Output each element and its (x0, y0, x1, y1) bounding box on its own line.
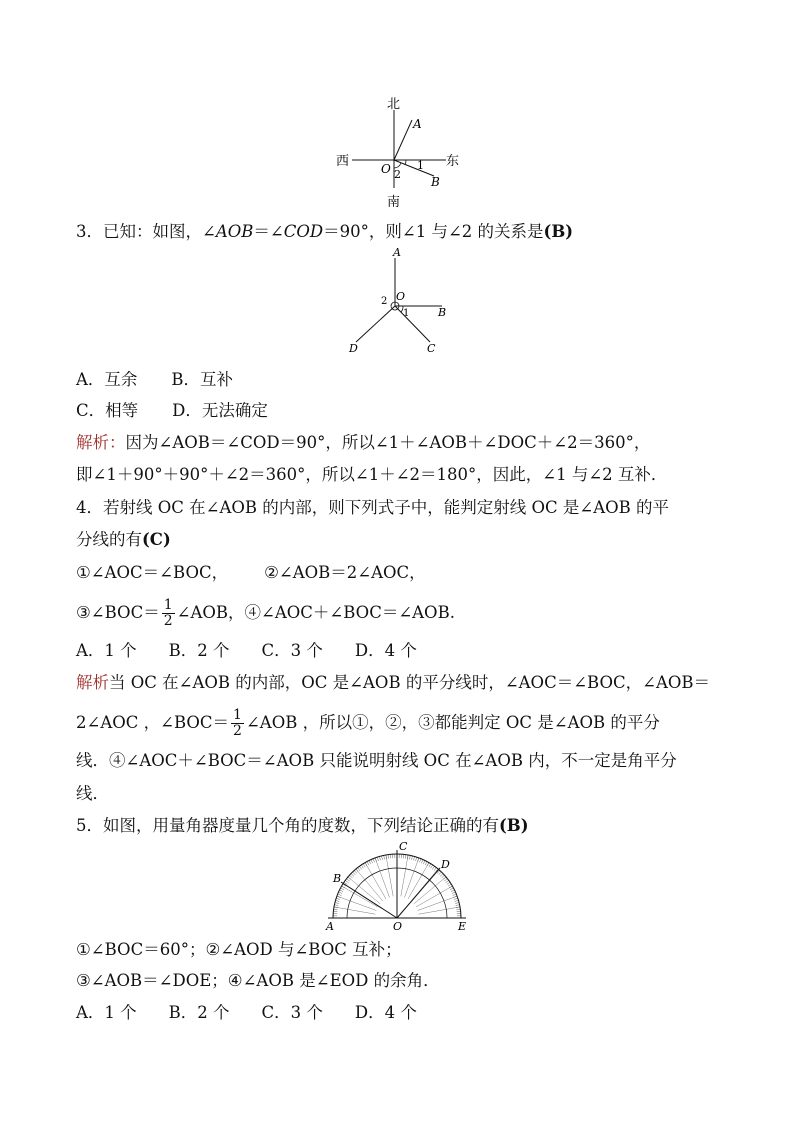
protractor-minor-tick (356, 869, 359, 872)
q4-options (76, 640, 417, 662)
protractor-minor-tick (339, 890, 343, 892)
protractor-minor-tick (384, 855, 385, 859)
q4-stem-text2: 分线的有 (76, 530, 142, 549)
q3-analysis-line1 (76, 432, 650, 454)
q4-item3-suffix: ∠AOB，④∠AOC＋∠BOC＝∠AOB. (176, 603, 455, 622)
q3-stem (76, 221, 573, 243)
protractor-minor-tick (446, 880, 449, 882)
q5-options (76, 1002, 417, 1024)
protractor-minor-tick (339, 892, 343, 894)
q5-items-row2 (76, 970, 440, 992)
protractor-minor-tick (453, 894, 457, 895)
label-a: A (393, 246, 401, 259)
q4-item2: ②∠AOB＝2∠AOC， (264, 563, 426, 582)
q4-option-d: D．4 个 (354, 641, 417, 660)
q3-option-c: C．相等 (76, 401, 139, 420)
q3-analysis-label: 解析： (76, 433, 126, 452)
protractor-minor-tick (369, 860, 371, 864)
q5-option-c: C．3 个 (261, 1003, 323, 1022)
ray-oc (395, 306, 430, 342)
fraction-denominator: 2 (233, 723, 242, 739)
protractor-minor-tick (359, 866, 361, 869)
protractor-minor-tick (354, 870, 357, 873)
q3-stem-aob: AOB (215, 222, 254, 241)
compass-figure (330, 96, 470, 212)
protractor-minor-tick (421, 860, 423, 864)
q5-item1: ①∠BOC＝60°；②∠AOD 与∠BOC 互补； (76, 940, 402, 959)
fraction-denominator: 2 (163, 613, 173, 629)
label-o: O (381, 162, 391, 176)
label-south: 南 (387, 195, 401, 210)
protractor-minor-tick (455, 903, 459, 904)
q4-items-row1 (76, 562, 426, 584)
protractor-minor-tick (379, 856, 380, 860)
protractor-minor-tick (452, 892, 456, 894)
protractor-minor-tick (425, 861, 427, 865)
q3-answer: (B) (543, 222, 574, 241)
q5-stem-text: 5．如图，用量角器度量几个角的度数，下列结论正确的有 (76, 816, 499, 835)
q3-stem-tail: ＝90°，则∠1 与∠2 的关系是 (323, 222, 544, 241)
protractor-minor-tick (456, 909, 460, 910)
q4-fraction (162, 598, 175, 629)
q4-option-a: A．1 个 (76, 641, 137, 660)
q3-analysis-text1: 因为∠AOB＝∠COD＝90°，所以∠1＋∠AOB＋∠DOC＋∠2＝360°， (125, 433, 651, 452)
protractor-minor-tick (353, 872, 356, 875)
fraction-numerator: 1 (163, 597, 173, 613)
protractor-minor-tick (449, 886, 452, 888)
q4-analysis-line3 (76, 750, 677, 772)
protractor-minor-tick (444, 879, 447, 881)
protractor-minor-tick (431, 865, 433, 868)
q3-stem-mid: ＝∠ (253, 222, 284, 241)
protractor-minor-tick (340, 888, 344, 890)
label-a: A (326, 920, 334, 932)
q3-option-d: D．无法确定 (172, 401, 268, 420)
q4-items-row2 (76, 598, 455, 629)
label-o: O (396, 290, 406, 303)
label-b: B (431, 175, 440, 189)
protractor-minor-tick (456, 905, 460, 906)
q3-options-row1 (76, 369, 233, 391)
protractor-minor-tick (335, 903, 339, 904)
q5-answer: (B) (499, 816, 529, 835)
label-angle-2: 2 (381, 296, 388, 307)
protractor-minor-tick (348, 877, 351, 880)
protractor-minor-tick (442, 875, 445, 878)
q3-option-a: A．互余 (76, 370, 138, 389)
q5-item2: ③∠AOB＝∠DOE；④∠AOB 是∠EOD 的余角． (76, 971, 440, 990)
label-b: B (333, 872, 342, 885)
q3-stem-cod: COD (283, 222, 324, 241)
protractor-minor-tick (345, 880, 348, 882)
ray-ob (341, 882, 397, 918)
protractor-minor-tick (361, 865, 363, 868)
protractor-minor-tick (337, 896, 341, 897)
protractor-minor-tick (423, 860, 425, 864)
q4-item1: ①∠AOC＝∠BOC， (76, 563, 229, 582)
q4-answer: (C) (142, 530, 171, 549)
q3-stem-prefix: 3．已知：如图，∠ (76, 222, 216, 241)
protractor-minor-tick (427, 863, 429, 866)
q4-stem-line1 (76, 497, 669, 519)
protractor-minor-tick (455, 900, 459, 901)
protractor-minor-tick (451, 890, 455, 892)
protractor-minor-tick (334, 909, 338, 910)
protractor-minor-tick (358, 868, 360, 871)
q4-analysis-text2-prefix: 2∠AOC ，∠BOC＝ (76, 713, 230, 732)
protractor-minor-tick (388, 855, 389, 859)
q4-option-c: C．3 个 (261, 641, 323, 660)
protractor-minor-tick (342, 886, 345, 888)
protractor-minor-tick (443, 877, 446, 880)
q4-analysis-fraction (231, 708, 244, 739)
protractor-minor-tick (335, 900, 339, 901)
protractor-minor-tick (351, 874, 354, 877)
protractor-minor-tick (447, 882, 450, 884)
q4-analysis-line2 (76, 708, 660, 739)
label-north: 北 (387, 97, 401, 112)
q4-analysis-text4: 线． (76, 784, 109, 803)
q5-option-a: A．1 个 (76, 1003, 137, 1022)
label-a: A (413, 117, 422, 131)
protractor-minor-tick (405, 855, 406, 859)
q3-options-row2 (76, 400, 268, 422)
q4-stem-text1: 4．若射线 OC 在∠AOB 的内部，则下列式子中，能判定射线 OC 是∠AOB 的平 (76, 498, 670, 517)
protractor-minor-tick (432, 866, 434, 869)
label-angle-1: 1 (403, 308, 410, 319)
q3-analysis-line2 (76, 464, 667, 486)
protractor-minor-tick (448, 884, 451, 886)
label-c: C (427, 342, 436, 355)
q4-option-b: B．2 个 (168, 641, 230, 660)
label-angle-2: 2 (394, 168, 401, 181)
protractor-minor-tick (412, 856, 413, 860)
protractor-minor-tick (371, 860, 373, 864)
label-d: D (349, 342, 358, 355)
protractor-minor-tick (338, 894, 342, 895)
q4-stem-line2 (76, 529, 171, 551)
label-angle-1: 1 (417, 159, 424, 172)
q4-analysis-text3: 线．④∠AOC＋∠BOC＝∠AOB 只能说明射线 OC 在∠AOB 内，不一定是角平分 (76, 751, 677, 770)
q4-analysis-line1 (76, 672, 710, 694)
protractor-minor-tick (414, 856, 415, 860)
q5-option-d: D．4 个 (354, 1003, 417, 1022)
protractor-minor-tick (453, 896, 457, 897)
label-east: 东 (446, 154, 460, 169)
protractor-minor-tick (377, 857, 378, 861)
protractor-minor-tick (363, 864, 365, 867)
q4-item3-prefix: ③∠BOC＝ (76, 603, 160, 622)
label-o: O (393, 920, 403, 932)
protractor-minor-tick (429, 864, 431, 867)
protractor-minor-tick (334, 905, 338, 906)
q3-option-b: B．互补 (171, 370, 234, 389)
q4-analysis-text1: 当 OC 在∠AOB 的内部，OC 是∠AOB 的平分线时，∠AOC＝∠BOC，∠AOB＝ (109, 673, 711, 692)
label-b: B (438, 306, 447, 319)
label-d: D (441, 858, 450, 871)
q4-analysis-line4 (76, 783, 109, 805)
ray-od (356, 306, 395, 342)
protractor-minor-tick (373, 859, 374, 863)
protractor-minor-tick (440, 874, 443, 877)
protractor-minor-tick (416, 857, 417, 861)
protractor-minor-tick (349, 875, 352, 878)
protractor-figure (322, 838, 472, 932)
protractor-minor-tick (375, 858, 376, 862)
fraction-numerator: 1 (233, 707, 242, 723)
protractor-minor-tick (409, 855, 410, 859)
protractor-minor-tick (419, 859, 420, 863)
q5-option-b: B．2 个 (168, 1003, 230, 1022)
q4-analysis-label: 解析 (76, 673, 109, 692)
protractor-minor-tick (454, 898, 458, 899)
protractor-minor-tick (418, 858, 419, 862)
ray-od (397, 868, 440, 918)
angle-figure (340, 244, 460, 358)
q5-items-row1 (76, 939, 402, 961)
label-e: E (458, 920, 467, 932)
protractor-minor-tick (347, 879, 350, 881)
label-west: 西 (336, 154, 350, 169)
q4-analysis-text2-suffix: ∠AOB ，所以①，②，③都能判定 OC 是∠AOB 的平分 (245, 713, 660, 732)
label-c: C (399, 840, 408, 853)
protractor-minor-tick (450, 888, 454, 890)
protractor-minor-tick (336, 898, 340, 899)
ray-oa (394, 120, 412, 160)
protractor-minor-tick (434, 868, 436, 871)
protractor-minor-tick (367, 861, 369, 865)
protractor-minor-tick (382, 856, 383, 860)
q5-stem (76, 815, 529, 837)
protractor-minor-tick (365, 863, 367, 866)
q3-analysis-text2: 即∠1＋90°＋90°＋∠2＝360°，所以∠1＋∠2＝180°，因此，∠1 与∠2 互补． (76, 465, 668, 484)
protractor-minor-tick (439, 872, 442, 875)
